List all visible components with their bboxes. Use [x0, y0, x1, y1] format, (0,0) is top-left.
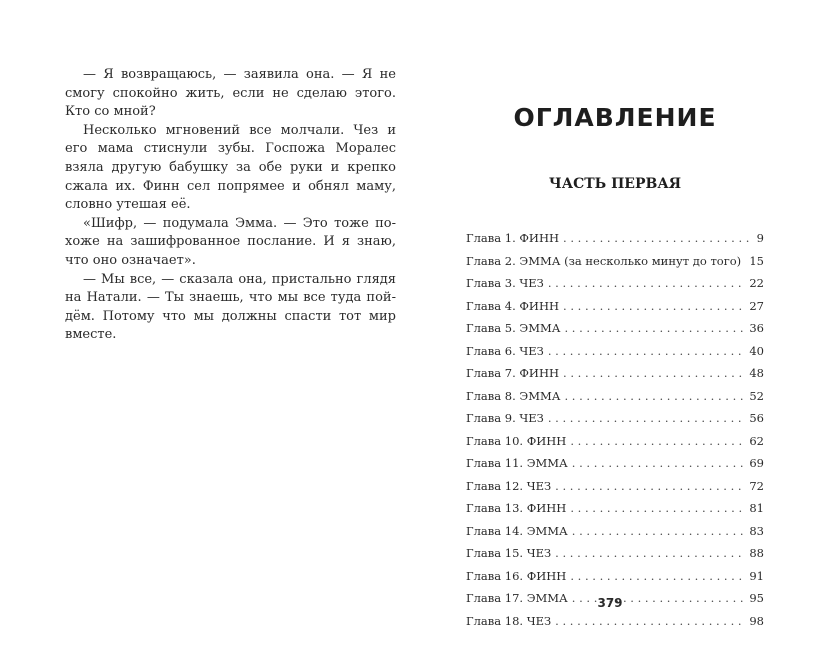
toc-entry: [466, 272, 764, 295]
leader-dots: [564, 385, 745, 408]
toc-entry-label: Глава 11. ЭММА: [466, 456, 568, 470]
paragraph: «Шифр, — подумала Эмма. — Это тоже похоже на зашифрованное послание. И я знаю, что оно означает».: [65, 215, 396, 268]
toc-entry-page: 72: [749, 478, 764, 493]
toc-entry-page: 62: [749, 433, 764, 448]
toc-entry-label: Глава 3. ЧЕЗ: [466, 276, 544, 290]
toc-entry-label: Глава 14. ЭММА: [466, 523, 568, 538]
toc-entry: [466, 452, 764, 475]
toc-entry-page: 81: [749, 501, 764, 515]
toc-entry-page: 40: [749, 343, 764, 358]
toc-entry-label: Глава 5. ЭММА: [466, 321, 561, 335]
toc-entry: [466, 497, 764, 520]
toc-entry: [466, 250, 764, 273]
left-page-text: [65, 66, 396, 345]
toc-entry-page: 15: [749, 253, 764, 268]
toc-entry: [466, 362, 764, 385]
paragraph: — Мы все, — сказала она, пристально глядя на Натали. — Ты знаешь, что мы все туда пойдём. Потому что мы должны спасти тот мир вместе.: [65, 271, 396, 343]
toc-entry: [466, 295, 764, 318]
leader-dots: [548, 272, 746, 295]
toc-entry-page: 91: [749, 568, 764, 583]
toc-entry: [466, 407, 764, 430]
leader-dots: [570, 497, 745, 520]
leader-dots: [572, 520, 746, 543]
toc-entry-page: 9: [756, 231, 764, 245]
toc-entry: [466, 520, 764, 543]
leader-dots: [555, 610, 745, 633]
leader-dots: [555, 542, 745, 565]
toc-entry-label: Глава 10. ФИНН: [466, 433, 567, 448]
page-number: 379: [597, 596, 623, 610]
leader-dots: [548, 407, 746, 430]
toc-entry: [466, 610, 764, 633]
leader-dots: [570, 430, 745, 453]
toc-entry: [466, 385, 764, 408]
toc-entry-label: Глава 15. ЧЕЗ: [466, 546, 552, 560]
toc-entry-page: 95: [749, 591, 764, 605]
leader-dots: [563, 227, 753, 250]
toc-entry-label: Глава 17. ЭММА: [466, 591, 568, 605]
toc-entry-label: Глава 1. ФИНН: [466, 231, 560, 245]
toc-entry-page: 22: [749, 276, 764, 290]
toc-entry-label: Глава 6. ЧЕЗ: [466, 343, 544, 358]
toc-entry-page: 52: [749, 388, 764, 403]
leader-dots: [563, 295, 745, 318]
toc-entry: [466, 475, 764, 498]
toc-entry: [466, 542, 764, 565]
toc-entry-page: 69: [749, 456, 764, 470]
toc-entry-label: Глава 16. ФИНН: [466, 568, 567, 583]
toc-title: ОГЛАВЛЕНИЕ: [513, 103, 717, 132]
leader-dots: [572, 452, 746, 475]
toc-entry-label: Глава 8. ЭММА: [466, 388, 561, 403]
toc-entry-page: 48: [749, 366, 764, 380]
toc-entry: [466, 430, 764, 453]
toc-entry: [466, 317, 764, 340]
toc-entry: [466, 227, 764, 250]
paragraph: — Я возвращаюсь, — заявила она. — Я не смогу спокойно жить, если не сделаю этого. Кто со мной?: [65, 67, 396, 120]
leader-dots: [570, 565, 745, 588]
leader-dots: [564, 317, 745, 340]
leader-dots: [548, 340, 746, 363]
toc-entry-page: 98: [749, 613, 764, 628]
leader-dots: [555, 475, 745, 498]
toc-entry-label: Глава 2. ЭММА (за несколько минут до того): [466, 253, 742, 268]
toc-entry-label: Глава 13. ФИНН: [466, 501, 567, 515]
toc-entry-label: Глава 12. ЧЕЗ: [466, 478, 552, 493]
toc-entry-label: Глава 4. ФИНН: [466, 298, 560, 313]
toc-entry-label: Глава 7. ФИНН: [466, 366, 560, 380]
toc-entry-label: Глава 9. ЧЕЗ: [466, 411, 544, 425]
toc-entry-page: 36: [749, 321, 764, 335]
leader-dots: [563, 362, 745, 385]
part-title: ЧАСТЬ ПЕРВАЯ: [548, 176, 682, 192]
toc-entry-page: 88: [749, 546, 764, 560]
toc-entry: [466, 565, 764, 588]
toc-entry-page: 56: [749, 411, 764, 425]
toc-entry: [466, 340, 764, 363]
paragraph: Несколько мгновений все молчали. Чез и его мама стиснули зубы. Госпожа Моралес взяла другую бабушку за обе руки и крепко сжала их. Финн сел попрямее и обнял маму, словно утешая её.: [65, 122, 396, 213]
toc-entry-page: 27: [749, 298, 764, 313]
toc-entry-page: 83: [749, 523, 764, 538]
toc-entry-label: Глава 18. ЧЕЗ: [466, 613, 552, 628]
table-of-contents: [466, 227, 764, 632]
